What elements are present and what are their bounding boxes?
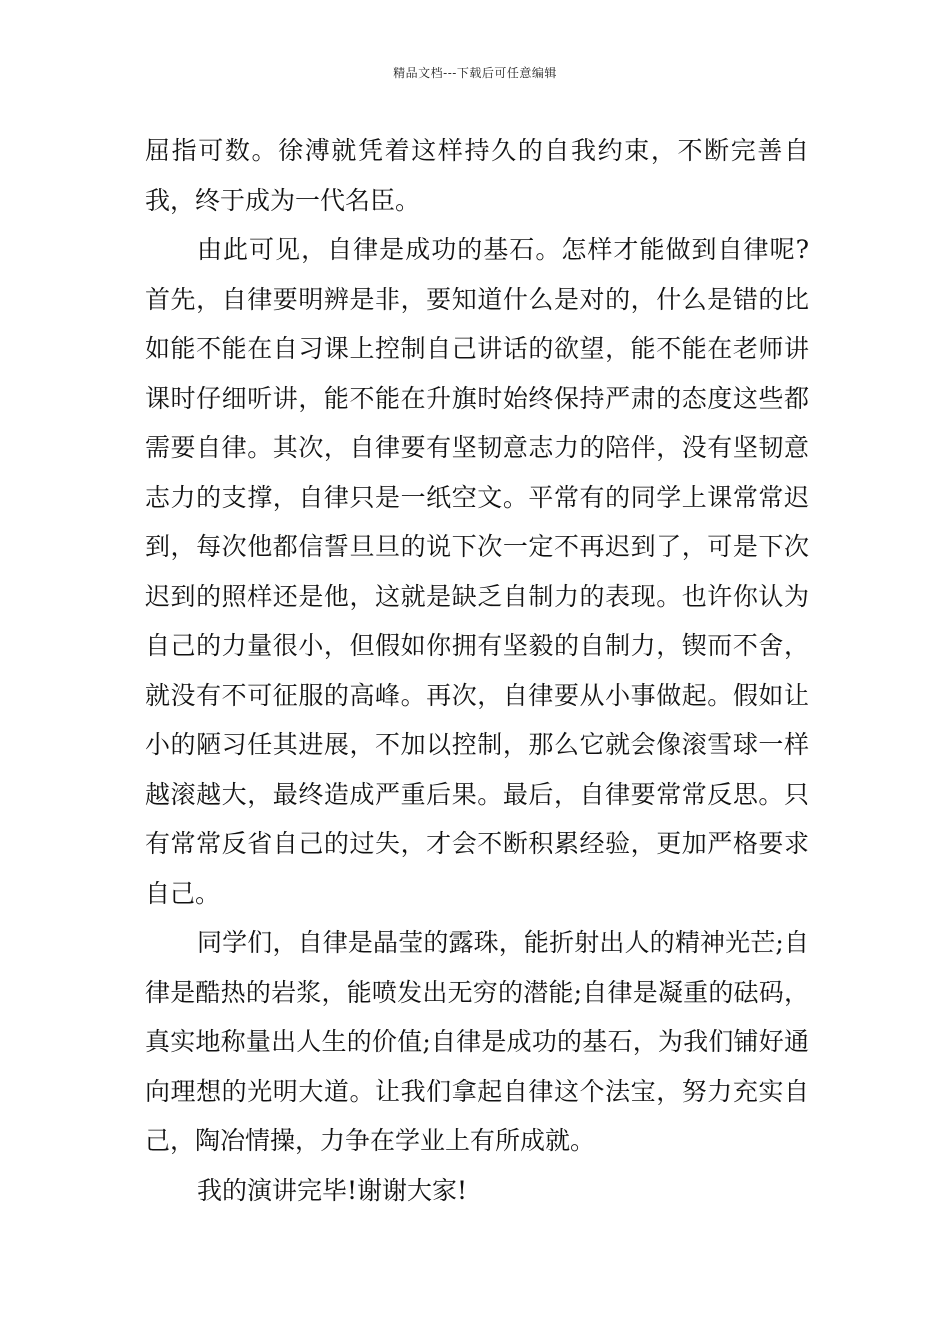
paragraph-closing-thanks: 我的演讲完毕!谢谢大家!	[197, 1175, 468, 1205]
paragraph-self-discipline-methods: 由此可见，自律是成功的基石。怎样才能做到自律呢?首先，自律要明辨是非，要知道什么是对的，什么是错的比如能不能在自习课上控制自己讲话的欲望，能不能在老师讲课时仔细听讲，能不能在升旗时始终保持严肃的态度这些都需要自律。其次，自律要有坚韧意志力的陪伴，没有坚韧意志力的支撑，自律只是一纸空文。平常有的同学上课常常迟到，每次他都信誓旦旦的说下次一定不再迟到了，可是下次迟到的照样还是他，这就是缺乏自制力的表现。也许你认为自己的力量很小，但假如你拥有坚毅的自制力，锲而不舍，就没有不可征服的高峰。再次，自律要从小事做起。假如让小的陋习任其进展，不加以控制，那么它就会像滚雪球一样越滚越大，最终造成严重后果。最后，自律要常常反思。只有常常反省自己的过失，才会不断积累经验，更加严格要求自己。	[145, 235, 809, 908]
page-header: 精品文档---下载后可任意编辑	[393, 66, 557, 80]
document-body	[145, 126, 809, 1215]
paragraph-conclusion: 同学们，自律是晶莹的露珠，能折射出人的精神光芒;自律是酷热的岩浆，能喷发出无穷的潜能;自律是凝重的砝码，真实地称量出人生的价值;自律是成功的基石，为我们铺好通向理想的光明大道。让我们拿起自律这个法宝，努力充实自己，陶冶情操，力争在学业上有所成就。	[145, 928, 809, 1155]
paragraph-continuation: 屈指可数。徐溥就凭着这样持久的自我约束，不断完善自我，终于成为一代名臣。	[145, 136, 809, 215]
